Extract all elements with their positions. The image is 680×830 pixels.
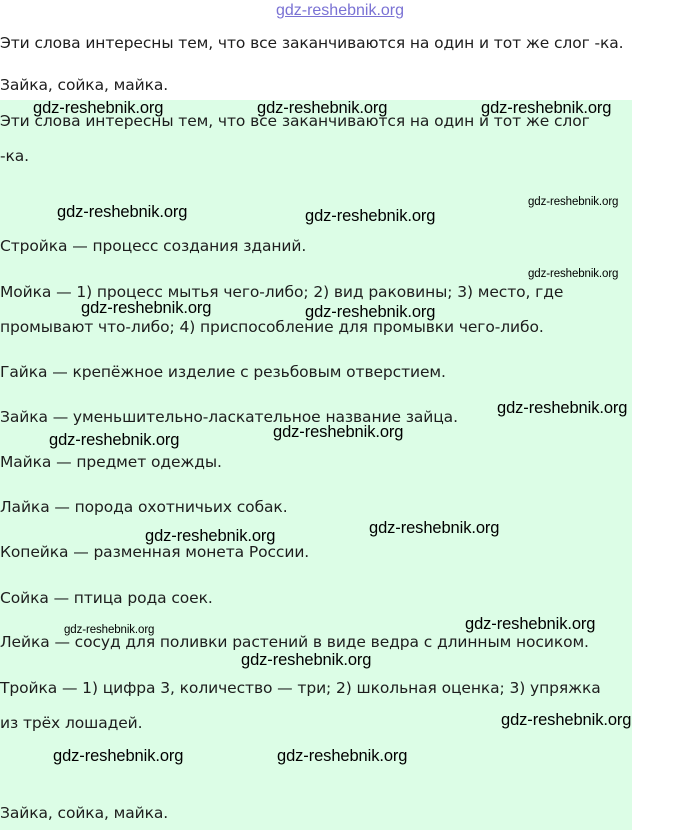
watermark: gdz-reshebnik.org [305, 207, 436, 225]
definition-moyka-line2: промывают что-либо; 4) приспособление для промывки чего-либо. [0, 318, 544, 336]
watermark: gdz-reshebnik.org [49, 431, 180, 449]
watermark: gdz-reshebnik.org [528, 268, 619, 280]
watermark: gdz-reshebnik.org [145, 527, 276, 545]
definition-kopeyka: Копейка — разменная монета России. [0, 543, 310, 561]
definition-leyka: Лейка — сосуд для поливки растений в виде ведра с длинным носиком. [0, 633, 589, 651]
definition-zayka: Зайка — уменьшительно-ласкательное название зайца. [0, 408, 458, 426]
watermark: gdz-reshebnik.org [57, 203, 188, 221]
watermark: gdz-reshebnik.org [305, 303, 436, 321]
watermark: gdz-reshebnik.org [481, 99, 612, 117]
definition-layka: Лайка — порода охотничьих собак. [0, 498, 288, 516]
watermark: gdz-reshebnik.org [53, 747, 184, 765]
intro-words: Зайка, сойка, майка. [0, 76, 169, 94]
watermark: gdz-reshebnik.org [33, 99, 164, 117]
definition-gayka: Гайка — крепёжное изделие с резьбовым отверстием. [0, 363, 446, 381]
answer-statement-line1: Эти слова интересны тем, что все заканчиваются на один и тот же слог [0, 112, 590, 130]
watermark: gdz-reshebnik.org [64, 624, 155, 636]
watermark: gdz-reshebnik.org [528, 196, 619, 208]
answer-statement-line2: -ка. [0, 147, 29, 165]
watermark: gdz-reshebnik.org [273, 423, 404, 441]
watermark: gdz-reshebnik.org [497, 399, 628, 417]
definition-mayka: Майка — предмет одежды. [0, 453, 222, 471]
definition-troyka-line1: Тройка — 1) цифра 3, количество — три; 2) школьная оценка; 3) упряжка [0, 679, 601, 697]
watermark: gdz-reshebnik.org [241, 651, 372, 669]
definition-troyka-line2: из трёх лошадей. [0, 714, 143, 732]
definition-stroyka: Стройка — процесс создания зданий. [0, 237, 307, 255]
watermark: gdz-reshebnik.org [465, 615, 596, 633]
watermark: gdz-reshebnik.org [369, 519, 500, 537]
definition-soyka: Сойка — птица рода соек. [0, 589, 213, 607]
watermark: gdz-reshebnik.org [81, 299, 212, 317]
intro-statement: Эти слова интересны тем, что все заканчиваются на один и тот же слог -ка. [0, 34, 624, 52]
site-header-link[interactable]: gdz-reshebnik.org [275, 2, 405, 19]
definition-moyka-line1: Мойка — 1) процесс мытья чего-либо; 2) вид раковины; 3) место, где [0, 283, 564, 301]
answer-final-words: Зайка, сойка, майка. [0, 804, 169, 822]
watermark: gdz-reshebnik.org [501, 711, 632, 729]
watermark: gdz-reshebnik.org [277, 747, 408, 765]
watermark: gdz-reshebnik.org [257, 99, 388, 117]
